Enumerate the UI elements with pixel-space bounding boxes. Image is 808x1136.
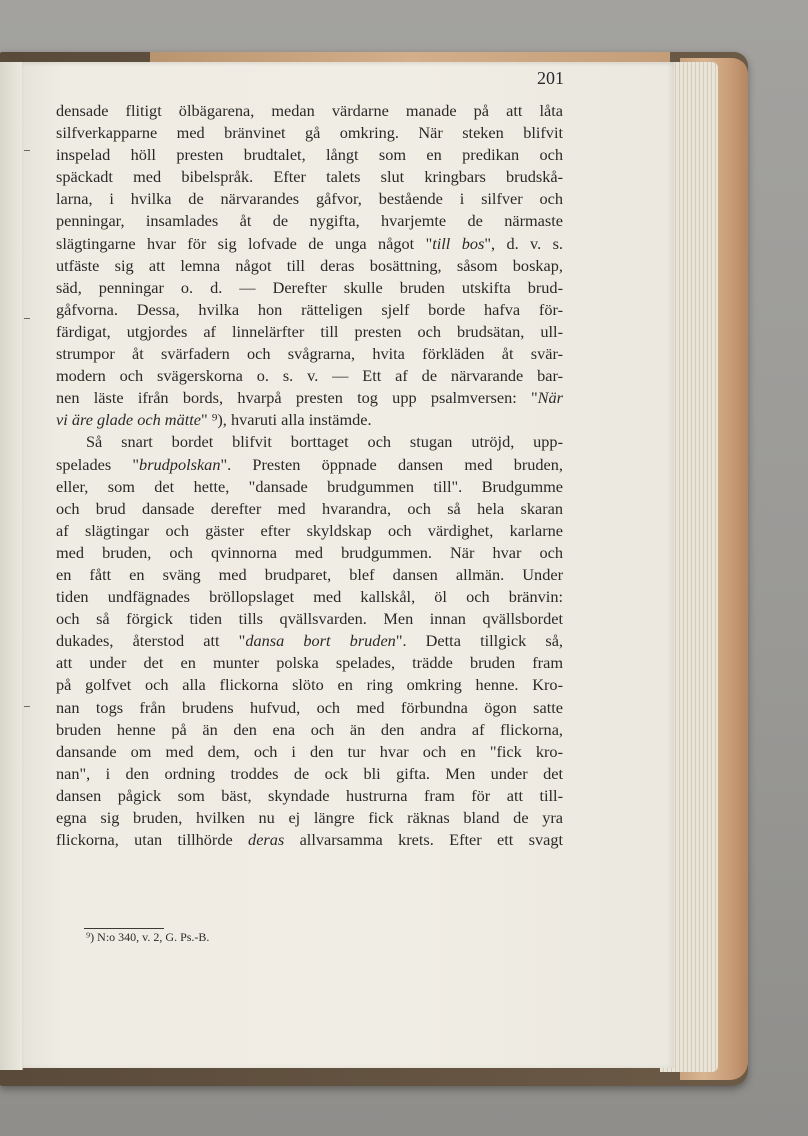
text-run: af slägtingar och gäster efter skyldskap och värdighet, karlarne <box>56 520 563 540</box>
text-line <box>56 564 563 586</box>
facing-page-edge <box>0 62 23 1070</box>
text-line <box>56 719 563 741</box>
text-run: allvarsamma krets. Efter ett svagt <box>284 830 563 850</box>
text-line <box>56 100 563 122</box>
text-run: dansande om med dem, och i den tur hvar och en "fick kro- <box>56 741 563 761</box>
italic-phrase: När <box>537 388 563 408</box>
page-top-edge <box>150 52 670 62</box>
text-line <box>56 343 563 365</box>
margin-mark <box>24 150 30 151</box>
text-line <box>56 409 563 431</box>
text-run: strumpor åt svärfadern och svågrarna, hvita förkläden åt svär- <box>56 344 563 364</box>
margin-mark <box>24 318 30 319</box>
text-line <box>56 785 563 807</box>
text-run: Så snart bordet blifvit borttaget och stugan utröjd, upp- <box>86 432 563 452</box>
footnote-rule <box>84 928 164 929</box>
text-line <box>56 697 563 719</box>
text-run: och så förgick tiden tills qvällsvarden. Men innan qvällsbordet <box>56 609 563 629</box>
footnote: ⁹) N:o 340, v. 2, G. Ps.-B. <box>86 930 210 944</box>
text-line <box>56 520 563 542</box>
text-line <box>56 365 563 387</box>
text-line <box>56 542 563 564</box>
text-run: spelades " <box>56 454 140 474</box>
text-line <box>56 277 563 299</box>
text-run: nan togs från brudens hufvud, och med förbundna ögon satte <box>56 697 563 717</box>
text-run: tiden undfägnades bröllopslaget med kallskål, öl och bränvin: <box>56 587 563 607</box>
text-run: egna sig bruden, hvilken nu ej längre fick räknas bland de yra <box>56 808 563 827</box>
margin-mark <box>24 706 30 707</box>
italic-phrase: vi äre glade och mätte <box>56 410 201 430</box>
text-run: nen läste ifrån bords, hvarpå presten tog upp psalmversen: " <box>56 388 538 408</box>
text-run: larna, i hvilka de närvarandes gåfvor, bestående i silfver och <box>56 189 563 209</box>
text-run: och brud dansade derefter med hvarandra, och så hela skaran <box>56 498 563 518</box>
text-line <box>56 807 563 829</box>
text-line <box>56 299 563 321</box>
text-run: nan", i den ordning troddes de ock bli gifta. Men under det <box>56 763 563 783</box>
italic-phrase: till bos <box>432 233 485 253</box>
text-run: densade flitigt ölbägarena, medan värdarne manade på att låta <box>56 101 563 120</box>
text-line <box>56 233 563 255</box>
text-line <box>56 741 563 763</box>
text-run: på golfvet och alla flickorna slöto en ring omkring henne. Kro- <box>56 675 563 695</box>
italic-phrase: deras <box>248 830 285 850</box>
text-line <box>56 630 563 652</box>
text-run: penningar, insamlades åt de nygifta, hvarjemte de närmaste <box>56 211 563 231</box>
text-run: eller, som det hette, "dansade brudgummen till". Brudgumme <box>56 476 563 496</box>
text-run: späckadt med bibelspråk. Efter talets slut kringbars brudskå- <box>56 167 563 187</box>
body-text <box>56 100 563 851</box>
text-run: färdigat, utgjordes af linnelärfter till presten och brudsätan, ull- <box>56 321 563 341</box>
text-line <box>56 321 563 343</box>
text-line <box>56 586 563 608</box>
text-run: slägtingarne hvar för sig lofvade de unga något " <box>56 233 433 253</box>
text-run: silfverkapparne med bränvinet gå omkring. När steken blifvit <box>56 123 563 143</box>
text-run: ", d. v. s. <box>484 233 563 253</box>
text-run: gåfvorna. Dessa, hvilka hon rätteligen sjelf borde hafva för- <box>56 299 563 319</box>
text-line <box>56 122 563 144</box>
text-run: utfäste sig att lemna något till deras bosättning, såsom boskap, <box>56 255 563 275</box>
text-line <box>56 144 563 166</box>
text-run: " ⁹), hvaruti alla instämde. <box>200 410 372 430</box>
text-run: att under det en munter polska spelades, trädde bruden fram <box>56 653 563 673</box>
page-number: 201 <box>537 68 564 88</box>
text-run: dukades, återstod att " <box>56 631 246 651</box>
text-run: flickorna, utan tillhörde <box>56 830 249 850</box>
italic-phrase: brudpolskan <box>139 454 221 474</box>
text-line <box>56 166 563 188</box>
text-run: säd, penningar o. d. — Derefter skulle bruden utskifta brud- <box>56 277 563 297</box>
text-line <box>56 608 563 630</box>
italic-phrase: dansa bort bruden <box>245 631 396 651</box>
text-run: dansen pågick som bäst, skyndade hustrurna fram för att till- <box>56 785 563 805</box>
text-run: inspelad höll presten brudtalet, långt som en predikan och <box>56 145 563 165</box>
text-line <box>56 210 563 232</box>
text-run: en fått en sväng med brudparet, blef dansen allmän. Under <box>56 564 563 584</box>
text-run: bruden henne på än den ena och än den andra af flickorna, <box>56 719 563 739</box>
text-line <box>56 498 563 520</box>
text-line <box>56 387 563 409</box>
text-line <box>56 255 563 277</box>
text-line <box>56 188 563 210</box>
text-run: ". Detta tillgick så, <box>395 631 563 651</box>
text-line <box>56 674 563 696</box>
text-run: ". Presten öppnade dansen med bruden, <box>220 454 563 474</box>
text-run: modern och svägerskorna o. s. v. — Ett af de närvarande bar- <box>56 366 563 386</box>
text-line <box>56 431 563 453</box>
text-line <box>56 454 563 476</box>
text-line <box>56 476 563 498</box>
text-run: med bruden, och qvinnorna med brudgummen. När hvar och <box>56 542 563 562</box>
text-line <box>56 829 563 851</box>
text-line <box>56 763 563 785</box>
text-line <box>56 652 563 674</box>
